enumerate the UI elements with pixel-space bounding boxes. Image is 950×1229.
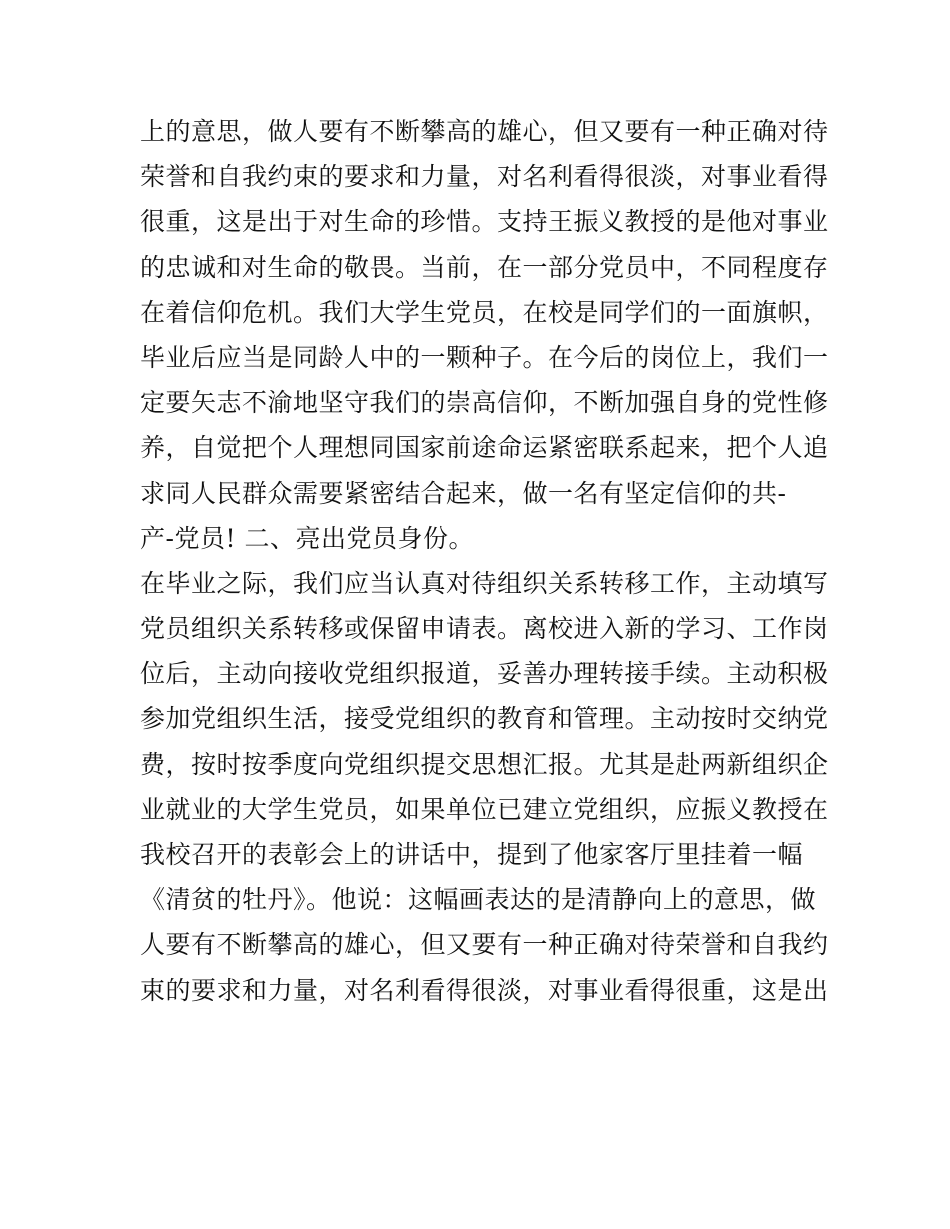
text-line-3: 很重，这是出于对生命的珍惜。支持王振义教授的是他对事业	[140, 207, 829, 237]
text-line-17: 我校召开的表彰会上的讲话中，提到了他家客厅里挂着一幅	[140, 840, 804, 869]
text-line-1: 上的意思，做人要有不断攀高的雄心，但又要有一种正确对待	[140, 117, 829, 146]
text-line-4: 的忠诚和对生命的敬畏。当前，在一部分党员中，不同程度存	[140, 252, 829, 282]
text-line-13: 位后，主动向接收党组织报道，妥善办理转接手续。主动积极	[140, 659, 829, 689]
text-line-12: 党员组织关系转移或保留申请表。离校进入新的学习、工作岗	[140, 614, 829, 644]
text-line-8: 养，自觉把个人理想同国家前途命运紧密联系起来，把个人追	[140, 433, 829, 463]
text-line-18: 《清贫的牡丹》。他说：这幅画表达的是清静向上的意思，做	[140, 885, 817, 915]
text-line-6: 毕业后应当是同龄人中的一颗种子。在今后的岗位上，我们一	[140, 342, 829, 372]
text-line-20: 束的要求和力量，对名利看得很淡，对事业看得很重，这是出	[140, 975, 829, 1005]
text-line-11: 在毕业之际，我们应当认真对待组织关系转移工作，主动填写	[140, 568, 829, 598]
text-line-19: 人要有不断攀高的雄心，但又要有一种正确对待荣誉和自我约	[140, 930, 829, 960]
text-line-7: 定要矢志不渝地坚守我们的崇高信仰，不断加强自身的党性修	[140, 388, 829, 418]
text-line-9: 求同人民群众需要紧密结合起来，做一名有坚定信仰的共-	[140, 478, 787, 508]
text-line-16: 业就业的大学生党员，如果单位已建立党组织，应振义教授在	[140, 794, 829, 824]
text-line-2: 荣誉和自我约束的要求和力量，对名利看得很淡，对事业看得	[140, 162, 829, 192]
text-line-15: 费，按时按季度向党组织提交思想汇报。尤其是赴两新组织企	[140, 749, 829, 779]
text-line-5: 在着信仰危机。我们大学生党员，在校是同学们的一面旗帜，	[140, 297, 829, 327]
text-line-14: 参加党组织生活，接受党组织的教育和管理。主动按时交纳党	[140, 704, 829, 734]
body-text	[140, 109, 830, 1013]
text-line-10: 产-党员! 二、亮出党员身份。	[140, 523, 474, 553]
